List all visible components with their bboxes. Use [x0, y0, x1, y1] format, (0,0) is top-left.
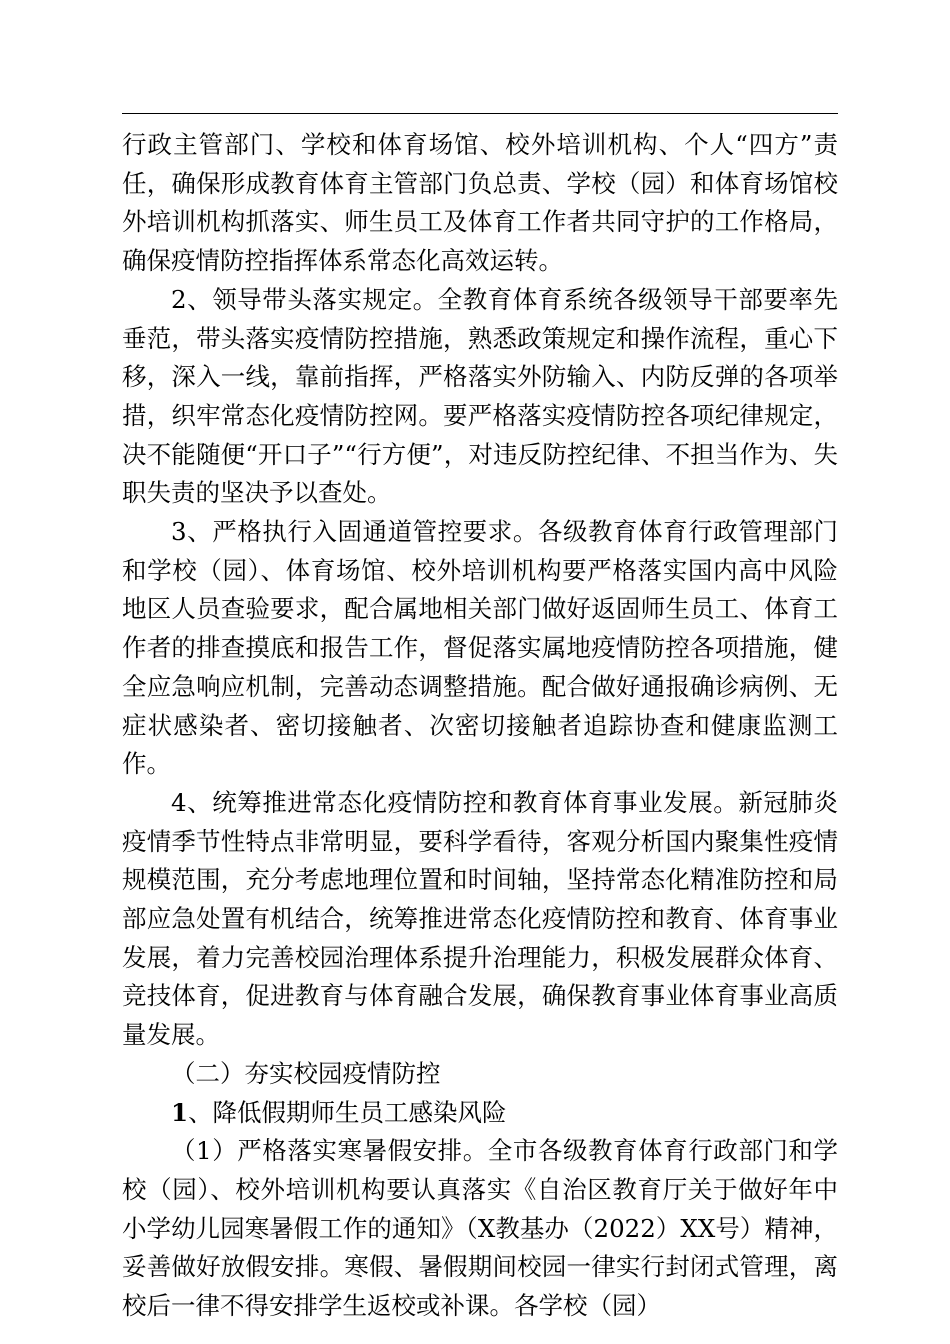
section-heading: （二）夯实校园疫情防控 — [171, 1058, 441, 1088]
paragraph-winter-break: （1）严格落实寒暑假安排。全市各级教育体育行政部门和学校（园）、校外培训机构要认真落实《自治区教育厅关于做好年中小学幼儿园寒暑假工作的通知》（X教基办（2022）XX号）精神，妥善做好放假安排。寒假、暑假期间校园一律实行封闭式管理，离校后一律不得安排学生返校或补课。各学校（园） — [122, 1136, 838, 1321]
paragraph-continued: 行政主管部门、学校和体育场馆、校外培训机构、个人“四方”责任，确保形成教育体育主管部门负总责、学校（园）和体育场馆校外培训机构抓落实、师生员工及体育工作者共同守护的工作格局，确保疫情防控指挥体系常态化高效运转。 — [122, 130, 838, 276]
paragraph-item-2: 2、领导带头落实规定。全教育体育系统各级领导干部要率先垂范，带头落实疫情防控措施，熟悉政策规定和操作流程，重心下移，深入一线，靠前指挥，严格落实外防输入、内防反弹的各项举措，织牢常态化疫情防控网。要严格落实疫情防控各项纪律规定，决不能随便“开口子”“行方便”，对违反防控纪律、不担当作为、失职失责的坚决予以查处。 — [122, 284, 838, 508]
paragraph-item-3: 3、严格执行入固通道管控要求。各级教育体育行政管理部门和学校（园）、体育场馆、校外培训机构要严格落实国内高中风险地区人员查验要求，配合属地相关部门做好返固师生员工、体育工作者的排查摸底和报告工作，督促落实属地疫情防控各项措施，健全应急响应机制，完善动态调整措施。配合做好通报确诊病例、无症状感染者、密切接触者、次密切接触者追踪协查和健康监测工作。 — [122, 517, 838, 779]
header-rule — [122, 113, 838, 114]
paragraph-item-4: 4、统筹推进常态化疫情防控和教育体育事业发展。新冠肺炎疫情季节性特点非常明显，要科学看待，客观分析国内聚集性疫情规模范围，充分考虑地理位置和时间轴，坚持常态化精准防控和局部应急处置有机结合，统筹推进常态化疫情防控和教育、体育事业发展，着力完善校园治理体系提升治理能力，积极发展群众体育、竞技体育，促进教育与体育融合发展，确保教育事业体育事业高质量发展。 — [122, 787, 838, 1050]
subsection-title: 、降低假期师生员工感染风险 — [188, 1097, 507, 1127]
subsection-heading — [122, 1094, 838, 1133]
subsection-number: 1 — [171, 1097, 189, 1127]
document-body — [122, 126, 838, 1326]
